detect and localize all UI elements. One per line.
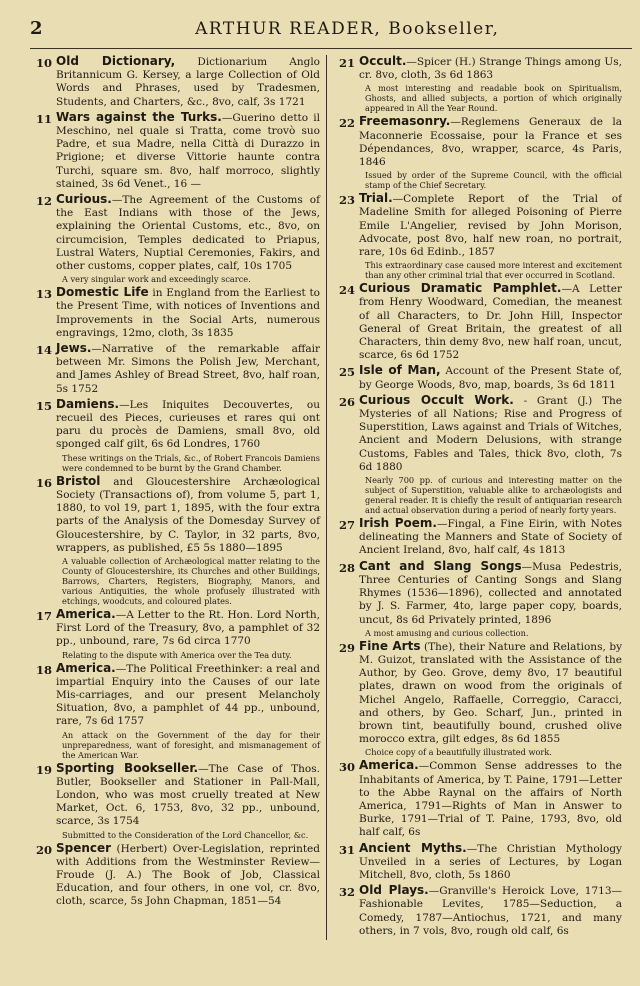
entry-number: 15 (35, 398, 52, 413)
catalogue-entry (333, 759, 622, 839)
catalogue-entry (333, 394, 622, 515)
entry-heading: Ancient Myths. (359, 840, 467, 855)
entry-heading: America. (359, 758, 419, 773)
entry-text: —Musa Pedestris, Three Centuries of Canting Songs and Slang Rhymes (1536—1896), collected and annotated by J. S. Farmer, 4to, large paper copy, boards, uncut, 8s 6d Privately printed, 1896 (359, 560, 622, 626)
entry-number: 10 (35, 56, 52, 70)
catalogue-columns (30, 55, 632, 985)
catalogue-entry (333, 55, 622, 113)
entry-note: Choice copy of a beautifully illustrated work. (365, 747, 552, 758)
entry-body (359, 55, 622, 82)
entry-text: and Gloucestershire Archæological Society (Transactions of), from volume 5, part 1, 1880, to vol 19, part 1, 1895, with the four extra parts of the Analysis of the Domesday Survey of Gloucestershire, by C. Taylor, in 32 parts, 8vo, wrappers, as published, £5 5s 1880—1895 (56, 475, 320, 554)
catalogue-entry (333, 282, 622, 362)
entry-text: —The Agreement of the Customs of the East Indians with those of the Jews, explaining the Oriental Customs, etc., 8vo, on circumcision, Temples dedicated to Priapus, Lustral Waters, Nuptial Ceremonies, Fakirs, and other customs, copper plates, calf, 10s 1705 (56, 194, 320, 273)
entry-body (359, 192, 622, 259)
catalogue-entry (30, 193, 320, 284)
entry-body (56, 475, 320, 555)
entry-body (56, 762, 320, 829)
entry-number: 28 (338, 560, 355, 575)
entry-heading: Wars against the Turks. (56, 109, 222, 124)
entry-number: 13 (35, 287, 52, 302)
catalogue-entry (333, 842, 622, 883)
entry-text: —Fingal, a Fine Eirin, with Notes delineating the Manners and State of Society of Ancient Ireland, 8vo, half calf, 4s 1813 (359, 518, 622, 557)
entry-text: —Granville's Heroick Love, 1713—Fashionable Levites, 1785—Seduction, a Comedy, 1787—Antiochus, 1721, and many others, in 7 vols, 8vo, rough old calf, 6s (359, 885, 622, 937)
catalogue-entry (30, 608, 320, 660)
entry-body (56, 111, 320, 191)
entry-number: 26 (338, 394, 355, 409)
entry-text: —The Case of Thos. Butler, Bookseller and Stationer in Pall-Mall, London, who was most cruelly treated at New Market, Oct. 6, 1753, 8vo, 32 pp., unbound, scarce, 3s 1754 (56, 762, 320, 828)
entry-heading: Sporting Bookseller. (56, 760, 199, 775)
entry-note: Nearly 700 pp. of curious and interesting matter on the subject of Superstition, valuable alike to archæologists and general reader. It is chiefly the result of antiquarian research and actual observation during a period of nearly forty years. (365, 475, 622, 516)
entry-text: —A Letter to the Rt. Hon. Lord North, First Lord of the Treasury, 8vo, a pamphlet of 32 pp., unbound, rare, 7s 6d circa 1770 (56, 608, 320, 648)
entry-text: —A Letter from Henry Woodward, Comedian, the meanest of all Characters, to Dr. John Hill, Inspector General of Great Britain, the greatest of all Characters, thin demy 8vo, new half roan, uncut, scarce, 6s 6d 1752 (359, 283, 622, 362)
entry-number: 16 (35, 475, 52, 490)
entry-note: This extraordinary case caused more interest and excitement than any other criminal trial that ever occurred in Scotland. (365, 260, 622, 281)
entry-note: A most interesting and readable book on Spiritualism, Ghosts, and allied subjects, a portion of which originally appeared in All the Year Round. (365, 83, 622, 114)
entry-number: 24 (338, 283, 355, 298)
entry-number: 18 (35, 662, 52, 677)
entry-heading: Jews. (56, 341, 92, 356)
entry-number: 14 (35, 343, 52, 358)
catalogue-entry (30, 762, 320, 840)
entry-heading: Damiens. (56, 396, 120, 411)
entry-heading: Occult. (359, 55, 407, 68)
entry-body (359, 282, 622, 362)
entry-heading: Irish Poem. (359, 516, 437, 531)
entry-body (56, 608, 320, 649)
entry-heading: America. (56, 660, 116, 675)
entry-body (56, 193, 320, 273)
entry-text: —Reglemens Generaux de la Maconnerie Ecossaise, pour la France et ses Dépendances, 8vo, wrapper, scarce, 4s Paris, 1846 (359, 116, 622, 169)
entry-text: —Guerino detto il Meschino, nel quale si Tratta, come trovò suo Padre, et sua Madre, nella Città di Durazzo in Prigione; et diverse Vittorie haunte contra Turchi, square sm. 8vo, half morroco, slightly stained, 3s 6d Venet., 16 — (56, 111, 321, 190)
entry-note: A very singular work and exceedingly scarce. (62, 274, 251, 285)
entry-number: 20 (35, 842, 52, 857)
entry-body (359, 517, 622, 558)
entry-body (359, 364, 622, 391)
entry-number: 17 (35, 608, 52, 623)
entry-heading: Curious Dramatic Pamphlet. (359, 281, 562, 296)
entry-body (359, 759, 622, 839)
header-rule (30, 48, 632, 49)
entry-heading: Spencer (56, 840, 112, 855)
entry-text: —Les Iniquites Decouvertes, ou recueil des Pieces, curieuses et rares qui ont paru du procès de Damiens, small 8vo, old sponged calf gilt, 6s 6d Londres, 1760 (56, 398, 320, 451)
entry-body (359, 640, 622, 747)
entry-heading: Isle of Man, (359, 363, 441, 378)
entry-number: 30 (338, 760, 355, 775)
entry-number: 27 (338, 518, 355, 533)
catalogue-entry (30, 842, 320, 909)
entry-body (359, 394, 622, 474)
entry-text: in England from the Earliest to the Present Time, with notices of Inventions and Improvements in the Social Arts, numerous engravings, 12mo, cloth, 3s 1835 (56, 287, 320, 339)
entry-note: A most amusing and curious collection. (365, 627, 529, 638)
right-column (326, 55, 622, 940)
entry-text: —Narrative of the remarkable affair between Mr. Simons the Polish Jew, Merchant, and James Ashley of Bread Street, 8vo, half roan, 5s 1752 (56, 343, 320, 395)
entry-heading: Cant and Slang Songs (359, 558, 522, 573)
catalogue-entry (333, 364, 622, 391)
catalogue-entry (30, 475, 320, 606)
catalogue-entry (333, 192, 622, 280)
entry-note: These writings on the Trials, &c., of Robert Francois Damiens were condemned to be burnt by the Grand Chamber. (62, 452, 320, 473)
catalogue-entry (333, 517, 622, 558)
entry-text: (The), their Nature and Relations, by M. Guizot, translated with the Assistance of the Author, by Geo. Grove, demy 8vo, 17 beautiful plates, drawn on wood from the originals of Michel Angelo, Raffaelle, Correggio, Caracci, and others, by Geo. Scharf, Jun., printed in brown tint, beautifully bound, crushed olive morocco extra, gilt edges, 8s 6d 1855 (359, 640, 622, 746)
entry-text: - Grant (J.) The Mysteries of all Nations; Rise and Progress of Superstition, Laws against and Trials of Witches, Ancient and Modern Delusions, with strange Customs, Fables and Tales, thick 8vo, cloth, 7s 6d 1880 (359, 394, 622, 473)
entry-heading: Trial. (359, 191, 393, 206)
entry-note: An attack on the Government of the day for their unpreparedness, want of foresight, and mismanagement of the American War. (62, 729, 320, 760)
entry-heading: Curious Occult Work. (359, 392, 514, 407)
entry-text: —Common Sense addresses to the Inhabitants of America, by T. Paine, 1791—Letter to the Abbe Raynal on the affairs of North America, 1791—Rights of Man in Answer to Burke, 1791—Trial of T. Paine, 1793, 8vo, old half calf, 6s (359, 760, 622, 839)
entry-number: 19 (35, 762, 52, 777)
entry-heading: Domestic Life (56, 285, 149, 300)
entry-heading: Freemasonry. (359, 114, 451, 129)
entry-number: 32 (338, 885, 355, 900)
entry-body (359, 884, 622, 938)
entry-text: —Complete Report of the Trial of Madeline Smith for alleged Poisoning of Pierre Emile L'Angelier, revised by John Morison, Advocate, post 8vo, half new roan, no portrait, rare, 10s 6d Edinb., 1857 (359, 193, 622, 259)
entry-body (56, 286, 320, 340)
entry-number: 31 (338, 842, 355, 857)
entry-number: 22 (338, 116, 355, 131)
page-header (30, 18, 632, 46)
entry-body (56, 55, 320, 109)
catalogue-entry (333, 640, 622, 758)
entry-body (359, 842, 622, 883)
entry-note: Submitted to the Consideration of the Lord Chancellor, &c. (62, 829, 309, 840)
entry-number: 11 (35, 111, 52, 126)
catalogue-entry (30, 398, 320, 473)
entry-body (56, 662, 320, 729)
entry-heading: America. (56, 606, 116, 621)
entry-text: Account of the Present State of, by George Woods, 8vo, map, boards, 3s 6d 1811 (359, 365, 622, 391)
entry-text: —Spicer (H.) Strange Things among Us, cr. 8vo, cloth, 3s 6d 1863 (359, 56, 622, 82)
entry-number: 21 (338, 56, 355, 70)
entry-heading: Old Dictionary, (56, 55, 176, 68)
catalogue-entry (333, 560, 622, 638)
entry-text: Dictionarium Anglo Britannicum G. Kersey, a large Collection of Old Words and Phrases, used by Tradesmen, Students, and Charters, &c., 8vo, calf, 3s 1721 (56, 56, 320, 108)
page-number: 2 (30, 18, 43, 39)
catalogue-entry (30, 55, 320, 109)
entry-number: 23 (338, 193, 355, 208)
entry-body (56, 398, 320, 452)
entry-text: —The Christian Mythology Unveiled in a series of Lectures, by Logan Mitchell, 8vo, cloth, 5s 1860 (359, 842, 622, 881)
entry-number: 29 (338, 640, 355, 655)
entry-text: (Herbert) Over-Legislation, reprinted with Additions from the Westminster Review—Froude (J. A.) The Book of Job, Classical Education, and four others, in one vol, cr. 8vo, cloth, scarce, 5s John Chapman, 1851—54 (56, 842, 320, 908)
entry-heading: Old Plays. (359, 883, 429, 898)
entry-heading: Bristol (56, 473, 101, 488)
entry-note: A valuable collection of Archæological matter relating to the County of Gloucestershire, its Churches and other Buildings, Barrows, Charters, Registers, Biography, Manors, and various Antiquities, the whole profusely illustrated with etchings, woodcuts, and coloured plates. (62, 555, 320, 606)
left-column (30, 55, 326, 911)
entry-heading: Curious. (56, 192, 112, 207)
entry-body (56, 342, 320, 396)
entry-body (359, 560, 622, 627)
entry-note: Issued by order of the Supreme Council, with the official stamp of the Chief Secretary. (365, 170, 622, 191)
entry-note: Relating to the dispute with America over the Tea duty. (62, 649, 292, 660)
entry-number: 25 (338, 365, 355, 380)
catalogue-entry (30, 286, 320, 340)
entry-body (56, 842, 320, 909)
entry-number: 12 (35, 194, 52, 209)
catalogue-entry (30, 662, 320, 760)
entry-text: —The Political Freethinker: a real and impartial Enquiry into the Causes of our late Mis-carriages, and our present Melancholy Situation, 8vo, a pamphlet of 44 pp., unbound, rare, 7s 6d 1757 (56, 662, 320, 728)
entry-body (359, 115, 622, 169)
catalogue-entry (30, 111, 320, 191)
entry-heading: Fine Arts (359, 638, 421, 653)
header-title: ARTHUR READER, Bookseller, (195, 19, 500, 39)
catalogue-entry (30, 342, 320, 396)
catalogue-entry (333, 884, 622, 938)
catalogue-entry (333, 115, 622, 190)
